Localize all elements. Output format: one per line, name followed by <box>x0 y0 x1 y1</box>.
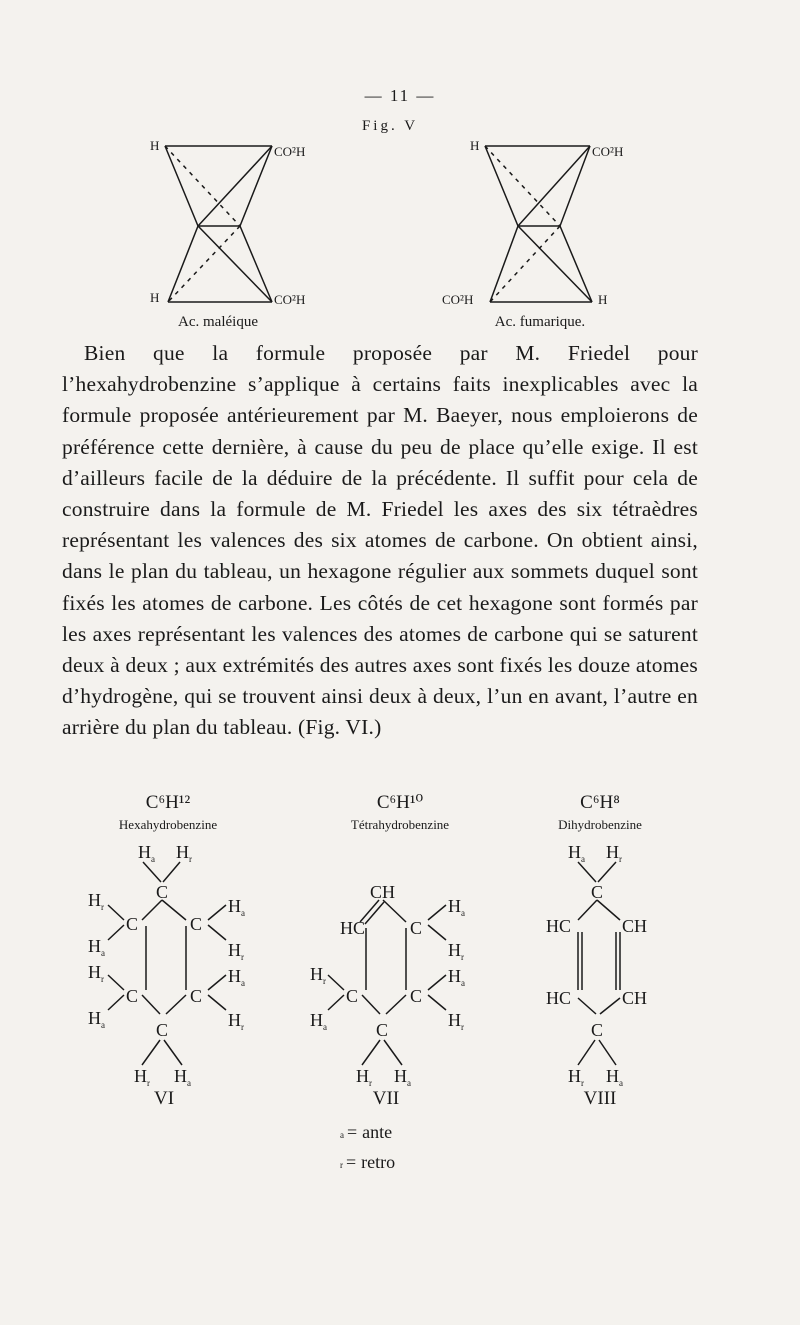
vi-h-right-3: $H_a$ <box>228 966 245 988</box>
maleic-acid-diagram <box>165 146 272 302</box>
maleic-label-h-top: H <box>150 138 160 153</box>
body-paragraph: Bien que la formule proposée par M. Friedel pour l’hexahydrobenzine s’applique à certains faits inexplicables avec la formule proposée antérieurement par M. Baeyer, nous emploierons de préférence cette dernière, à cause du peu de place qu’elle exige. Il est d’ailleurs facile de la déduire de la précédente. Il suffit pour cela de construire dans la formule de M. Friedel les axes des six tétraèdres représentant les valences des six atomes de carbone. On obtient ainsi, dans le plan du tableau, un hexagone régulier aux sommets duquel sont fixés les atomes de carbone. Les côtés de cet hexagone sont formés par les axes représentant les valences des atomes de carbone qui se saturent deux à deux ; aux extrémités des autres axes sont fixés les douze atomes d’hydrogène, qui se trouvent ainsi deux à deux, l’un en avant, l’autre en arrière du plan du tableau. (Fig. VI.) <box>62 341 698 740</box>
vii-h-right-1: $H_a$ <box>448 896 465 918</box>
numeral-vii: VII <box>372 1088 400 1109</box>
vii-c-right-top: C <box>410 918 423 938</box>
vi-c-right-bottom: C <box>190 986 203 1006</box>
vii-h-right-3: $H_a$ <box>448 966 465 988</box>
vi-c-top: C <box>156 882 169 902</box>
fumaric-label-co2h-top: CO²H <box>592 144 624 159</box>
vi-c-left-bottom: C <box>126 986 139 1006</box>
vi-h-right-2: $H_r$ <box>228 940 244 962</box>
vii-c-right-bottom: C <box>410 986 423 1006</box>
maleic-label-co2h-bottom: CO²H <box>274 292 306 307</box>
vii-hc-left: HC <box>340 918 366 938</box>
viii-h-r-bottom: $H_r$ <box>568 1066 584 1088</box>
vi-h-left-1: $H_r$ <box>88 890 104 912</box>
vii-ch-top: CH <box>370 882 396 902</box>
viii-h-a-bottom: $H_a$ <box>606 1066 623 1088</box>
vi-h-right-1: $H_a$ <box>228 896 245 918</box>
vii-h-a-bottom: $H_a$ <box>394 1066 411 1088</box>
name-vii: Tétrahydrobenzine <box>350 817 450 832</box>
maleic-caption: Ac. maléique <box>178 314 258 330</box>
viii-ch-right-bottom: CH <box>622 988 648 1008</box>
viii-h-r-top: $H_r$ <box>606 842 622 864</box>
vi-h-right-4: $H_r$ <box>228 1010 244 1032</box>
fumaric-label-h-bottom: H <box>598 292 608 307</box>
name-vi: Hexahydrobenzine <box>118 817 218 832</box>
viii-h-a-top: $H_a$ <box>568 842 585 864</box>
vi-h-r-top: $H_r$ <box>176 842 192 864</box>
vii-h-right-2: $H_r$ <box>448 940 464 962</box>
viii-ch-right-top: CH <box>622 916 648 936</box>
numeral-viii: VIII <box>583 1088 617 1109</box>
fumaric-acid-diagram <box>485 146 592 302</box>
formula-viii: C⁶H⁸ <box>580 792 620 813</box>
legend-retro: r = retro <box>340 1152 396 1172</box>
numeral-vi: VI <box>153 1088 175 1109</box>
body-text <box>62 338 698 744</box>
vi-h-left-3: $H_r$ <box>88 962 104 984</box>
viii-hc-left-bottom: HC <box>546 988 572 1008</box>
vi-h-a-bottom: $H_a$ <box>174 1066 191 1088</box>
vii-h-r-bottom: $H_r$ <box>356 1066 372 1088</box>
figure-v-title: Fig. V <box>361 118 419 134</box>
name-viii: Dihydrobenzine <box>558 817 642 832</box>
vi-h-a-top: $H_a$ <box>138 842 155 864</box>
page-number: — 11 — <box>364 86 436 105</box>
vi-c-bottom: C <box>156 1020 169 1040</box>
viii-c-top: C <box>591 882 604 902</box>
vii-h-left-1: $H_r$ <box>310 964 326 986</box>
vi-c-left-top: C <box>126 914 139 934</box>
maleic-label-co2h-top: CO²H <box>274 144 306 159</box>
fumaric-label-h-top: H <box>470 138 480 153</box>
vi-h-left-2: $H_a$ <box>88 936 105 958</box>
vii-h-left-2: $H_a$ <box>310 1010 327 1032</box>
vii-c-left-bottom: C <box>346 986 359 1006</box>
viii-hc-left-top: HC <box>546 916 572 936</box>
vi-h-left-4: $H_a$ <box>88 1008 105 1030</box>
formula-vii: C⁶H¹⁰ <box>376 792 424 813</box>
vii-c-bottom: C <box>376 1020 389 1040</box>
vi-c-right-top: C <box>190 914 203 934</box>
formula-vi: C⁶H¹² <box>145 792 191 813</box>
vi-h-r-bottom: $H_r$ <box>134 1066 150 1088</box>
maleic-label-h-bottom: H <box>150 290 160 305</box>
vii-h-right-4: $H_r$ <box>448 1010 464 1032</box>
fumaric-caption: Ac. fumarique. <box>494 314 586 330</box>
viii-c-bottom: C <box>591 1020 604 1040</box>
legend-ante: a = ante <box>340 1122 393 1142</box>
fumaric-label-co2h-bottom: CO²H <box>442 292 474 307</box>
